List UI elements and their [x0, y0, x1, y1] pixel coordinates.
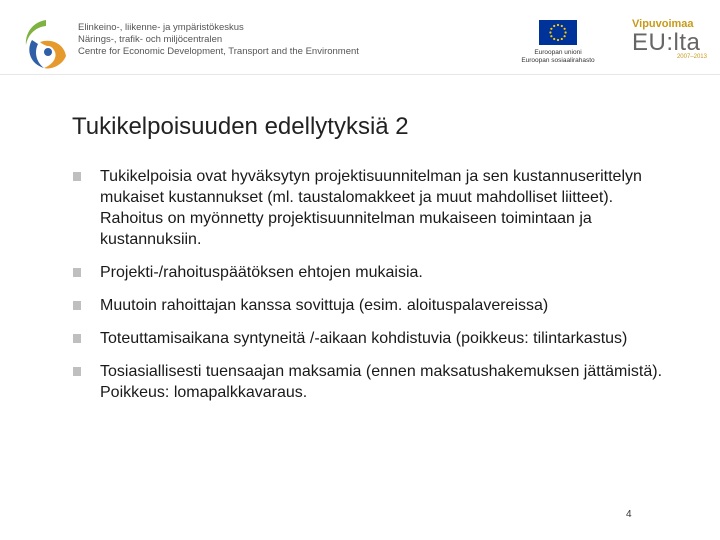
bullet-text: Toteuttamisaikana syntyneitä /-aikaan kohdistuvia (poikkeus: tilintarkastus): [100, 330, 628, 347]
bullet-text: Projekti-/rahoituspäätöksen ehtojen mukaisia.: [100, 264, 423, 281]
slide-title: Tukikelpoisuuden edellytyksiä 2: [72, 113, 409, 140]
bullet-item: [72, 262, 672, 283]
bullet-item: [72, 166, 672, 250]
vipuvoimaa-title: Vipuvoimaa: [632, 18, 694, 30]
ely-name-sv: Närings-, trafik- och miljöcentralen: [78, 34, 223, 45]
slide-header: [0, 0, 720, 80]
bullet-text: Tosiasiallisesti tuensaajan maksamia (ennen maksatushakemuksen jättämistä). Poikkeus: lomapalkkavaraus.: [100, 363, 663, 401]
eu-flag-icon: [539, 20, 577, 45]
bullet-item: [72, 361, 672, 403]
square-bullet-icon: [73, 268, 81, 277]
vipuvoimaa-year: 2007–2013: [676, 54, 707, 60]
ely-centre-logo-icon: [22, 18, 70, 70]
ely-centre-name: [78, 22, 359, 58]
eu-caption-union: Euroopan unioni: [534, 49, 582, 56]
page-number: 4: [626, 509, 632, 520]
square-bullet-icon: [73, 301, 81, 310]
eu-caption-fund: Euroopan sosiaalirahasto: [521, 57, 595, 64]
ely-name-fi: Elinkeino-, liikenne- ja ympäristökeskus: [78, 22, 244, 33]
bullet-text: Tukikelpoisia ovat hyväksytyn projektisuunnitelman ja sen kustannuserittelyn mukaiset kustannukset (ml. taustalomakkeet ja muut mahdolliset liitteet). Rahoitus on myönnetty projektisuunnitelman mukaiseen toimintaan ja kustannuksiin.: [100, 168, 642, 248]
eu-logo-block: [518, 20, 598, 65]
vipuvoimaa-logo: [632, 18, 707, 60]
header-divider: [0, 74, 720, 75]
bullet-item: [72, 328, 672, 349]
square-bullet-icon: [73, 367, 81, 376]
vipuvoimaa-eu-text: EU:lta: [632, 29, 701, 56]
square-bullet-icon: [73, 172, 81, 181]
bullet-list: [72, 166, 672, 403]
square-bullet-icon: [73, 334, 81, 343]
ely-name-en: Centre for Economic Development, Transport and the Environment: [78, 46, 359, 57]
bullet-text: Muutoin rahoittajan kanssa sovittuja (esim. aloituspalavereissa): [100, 297, 549, 314]
bullet-item: [72, 295, 672, 316]
